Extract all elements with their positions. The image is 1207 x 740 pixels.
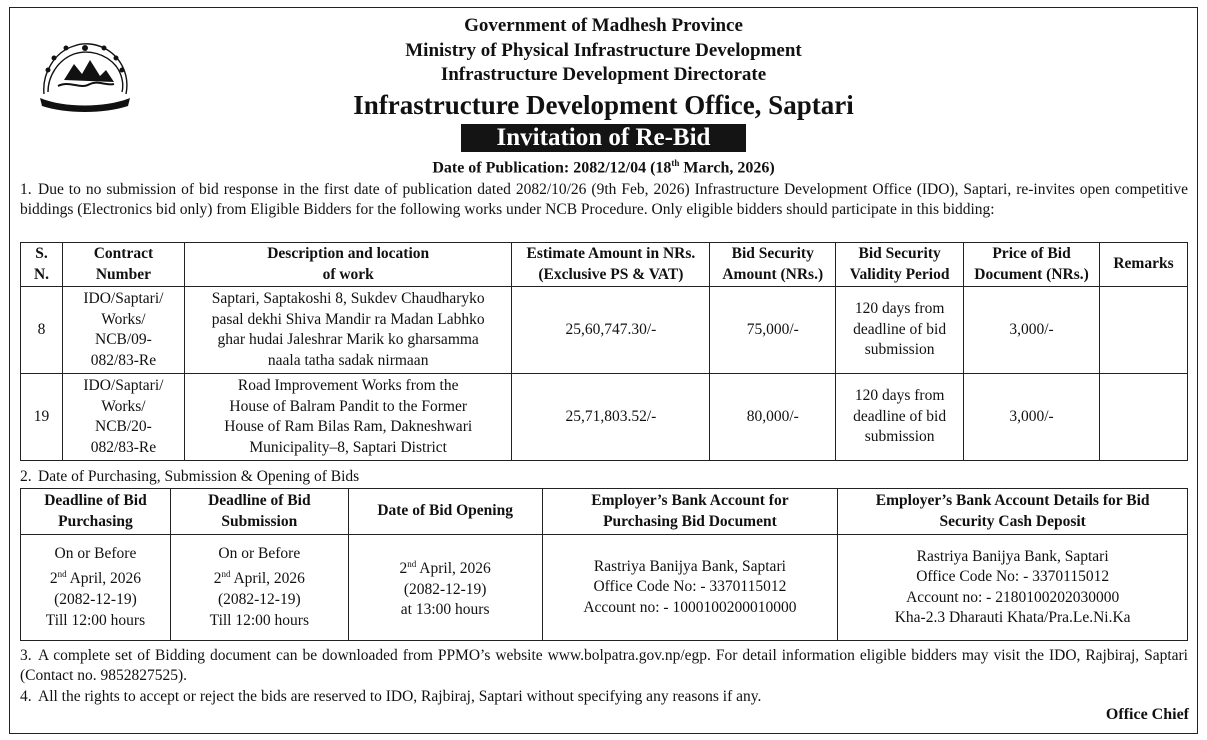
ministry-title: Ministry of Physical Infrastructure Development bbox=[405, 40, 802, 61]
opening-date: 2nd April, 2026 (2082-12-19) at 13:00 hours bbox=[348, 535, 542, 641]
col-description: Description and location of work bbox=[184, 243, 512, 287]
works-table bbox=[20, 242, 1188, 461]
paragraph-1: 1. Due to no submission of bid response in the first date of publication dated 2082/10/26 (9th Feb, 2026) Infrastructure Development Office (IDO), Saptari, re-invites open competitive biddings (Electronics bid only) from Eligible Bidders for the following works under NCB Procedure. Only eligible bidders should participate in this bidding: bbox=[20, 181, 1188, 218]
table-row: 19 IDO/Saptari/ Works/ NCB/20- 082/83-Re Road Improvement Works from the House of Balram Pandit to the Former House of Ram Bilas Ram, Dakneshwari Municipality–8, Saptari District 25,71,803.52/- 80,000/- 120 days from deadline of bid submission 3,000/- bbox=[21, 374, 1188, 461]
col-validity: Bid Security Validity Period bbox=[836, 243, 964, 287]
col-price: Price of Bid Document (NRs.) bbox=[964, 243, 1100, 287]
works-table-header bbox=[21, 243, 1188, 287]
bank-account-security: Rastriya Banijya Bank, Saptari Office Code No: - 3370115012 Account no: - 2180100202030000 Kha-2.3 Dharauti Khata/Pra.Le.Ni.Ka bbox=[838, 535, 1188, 641]
col-sn: S. N. bbox=[21, 243, 63, 287]
notice-title-banner: Invitation of Re-Bid bbox=[461, 124, 746, 152]
publication-date: Date of Publication: 2082/12/04 (18th March, 2026) bbox=[432, 158, 775, 177]
col-contract: Contract Number bbox=[62, 243, 184, 287]
paragraph-4: 4. All the rights to accept or reject the bids are reserved to IDO, Rajbiraj, Saptari without specifying any reasons if any. bbox=[20, 688, 762, 705]
submission-deadline: On or Before 2nd April, 2026 (2082-12-19) Till 12:00 hours bbox=[170, 535, 348, 641]
col-security: Bid Security Amount (NRs.) bbox=[710, 243, 836, 287]
col-estimate: Estimate Amount in NRs. (Exclusive PS & VAT) bbox=[512, 243, 710, 287]
office-title: Infrastructure Development Office, Saptari bbox=[353, 90, 854, 120]
directorate-title: Infrastructure Development Directorate bbox=[440, 64, 767, 85]
dates-table-header: Deadline of Bid Purchasing Deadline of Bid Submission Date of Bid Opening Employer’s Bank Account for Purchasing Bid Document Employer’s Bank Account Details for Bid Security Cash Deposit bbox=[21, 489, 1188, 535]
table-row bbox=[21, 535, 1188, 641]
government-title: Government of Madhesh Province bbox=[464, 15, 743, 36]
purchase-deadline: On or Before 2nd April, 2026 (2082-12-19) Till 12:00 hours bbox=[21, 535, 171, 641]
table-row: 8 IDO/Saptari/ Works/ NCB/09- 082/83-Re Saptari, Saptakoshi 8, Sukdev Chaudharyko pasal dekhi Shiva Mandir ra Madan Labhko ghar hudai Jaleshrar Marik ko gharsamma naala tatha sadak nirmaan 25,60,747.30/- 75,000/- 120 days from deadline of bid submission 3,000/- bbox=[21, 287, 1188, 374]
paragraph-2: 2. Date of Purchasing, Submission & Opening of Bids bbox=[20, 468, 360, 485]
signature: Office Chief bbox=[1105, 706, 1189, 723]
dates-table bbox=[20, 488, 1188, 641]
paragraph-3: 3. A complete set of Bidding document can be downloaded from PPMO’s website www.bolpatra.gov.np/egp. For detail information eligible bidders may visit the IDO, Rajbiraj, Saptari (Contact no. 9852827525). bbox=[20, 647, 1188, 684]
bank-account-purchase: Rastriya Banijya Bank, Saptari Office Code No: - 3370115012 Account no: - 1000100200010000 bbox=[542, 535, 838, 641]
col-remarks: Remarks bbox=[1099, 243, 1187, 287]
